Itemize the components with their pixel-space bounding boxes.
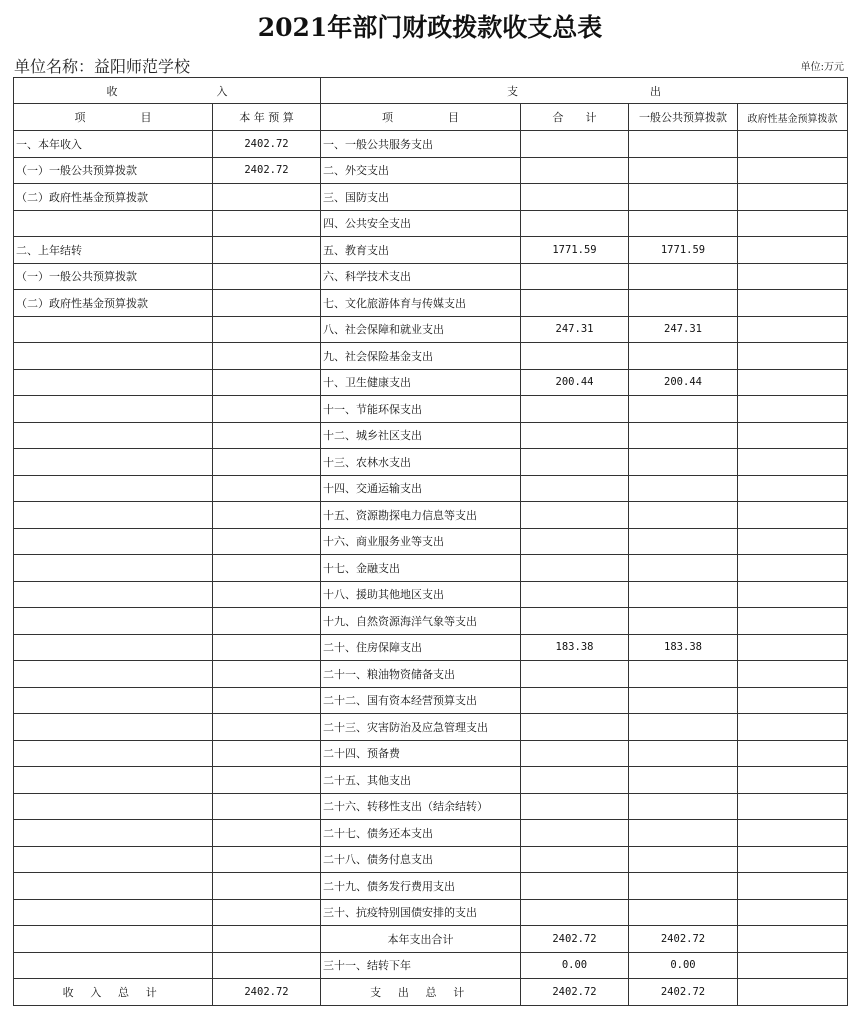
expense-general [629,290,738,317]
income-budget [213,952,321,979]
expense-item: 二十九、债务发行费用支出 [321,873,521,900]
expense-total [521,661,629,688]
expense-item: 九、社会保险基金支出 [321,343,521,370]
expense-item: 六、科学技术支出 [321,263,521,290]
income-item [14,661,213,688]
expense-general [629,661,738,688]
expense-fund [738,369,848,396]
expense-item: 本年支出合计 [321,926,521,953]
expense-total [521,714,629,741]
expense-total [521,210,629,237]
expense-general [629,528,738,555]
table-row [14,237,848,264]
header-row-group [14,78,848,104]
expense-total: 1771.59 [521,237,629,264]
income-budget [213,555,321,582]
expense-fund-header: 政府性基金预算拨款 [738,104,848,131]
expense-total [521,157,629,184]
income-item [14,846,213,873]
expense-fund [738,528,848,555]
income-item [14,926,213,953]
income-budget [213,820,321,847]
expense-total [521,740,629,767]
expense-item: 十七、金融支出 [321,555,521,582]
expense-total [521,846,629,873]
expense-fund [738,157,848,184]
table-row [14,793,848,820]
income-item [14,767,213,794]
expense-general [629,687,738,714]
expense-fund [738,634,848,661]
income-item [14,634,213,661]
expense-item: 十、卫生健康支出 [321,369,521,396]
table-row [14,396,848,423]
expense-general [629,396,738,423]
expense-fund [738,687,848,714]
income-budget [213,263,321,290]
table-row [14,290,848,317]
expense-general [629,422,738,449]
income-budget [213,475,321,502]
income-budget [213,846,321,873]
expense-total [521,767,629,794]
expense-general: 1771.59 [629,237,738,264]
income-budget-header: 本 年 预 算 [213,104,321,131]
expense-general [629,740,738,767]
income-total-value: 2402.72 [213,979,321,1006]
expense-total [521,899,629,926]
expense-general [629,475,738,502]
income-budget [213,290,321,317]
table-row [14,873,848,900]
expense-fund [738,237,848,264]
income-budget [213,714,321,741]
expense-general [629,714,738,741]
income-item [14,899,213,926]
table-row [14,661,848,688]
expense-total-header: 合 计 [521,104,629,131]
expense-item: 二十一、粮油物资储备支出 [321,661,521,688]
expense-general [629,210,738,237]
expense-total [521,687,629,714]
expense-fund [738,899,848,926]
income-item: 二、上年结转 [14,237,213,264]
expense-general [629,873,738,900]
expense-fund [738,184,848,211]
income-item [14,873,213,900]
income-budget [213,343,321,370]
expense-general [629,502,738,529]
expense-total: 2402.72 [521,926,629,953]
expense-item: 二十、住房保障支出 [321,634,521,661]
expense-fund [738,290,848,317]
table-row [14,899,848,926]
income-budget: 2402.72 [213,157,321,184]
expense-item: 二十七、债务还本支出 [321,820,521,847]
expense-fund [738,131,848,158]
expense-total [521,820,629,847]
expense-total [521,290,629,317]
expense-item: 三十一、结转下年 [321,952,521,979]
table-row [14,343,848,370]
income-item [14,740,213,767]
expense-total-value: 2402.72 [521,979,629,1006]
income-item: （一）一般公共预算拨款 [14,263,213,290]
table-row [14,316,848,343]
income-item [14,608,213,635]
expense-general [629,157,738,184]
expense-general: 2402.72 [629,926,738,953]
table-row [14,608,848,635]
income-item: 一、本年收入 [14,131,213,158]
expense-total [521,608,629,635]
expense-item: 十九、自然资源海洋气象等支出 [321,608,521,635]
expense-total [521,555,629,582]
expense-item: 三十、抗疫特别国债安排的支出 [321,899,521,926]
expense-fund [738,926,848,953]
income-budget [213,687,321,714]
income-total-label: 收 入 总 计 [14,979,213,1006]
income-item [14,502,213,529]
income-budget [213,634,321,661]
table-row [14,687,848,714]
expense-general [629,846,738,873]
expense-fund [738,210,848,237]
income-item [14,581,213,608]
income-budget [213,449,321,476]
expense-fund [738,846,848,873]
expense-general: 0.00 [629,952,738,979]
expense-fund [738,793,848,820]
income-item: （二）政府性基金预算拨款 [14,184,213,211]
income-item [14,210,213,237]
expense-total-label: 支 出 总 计 [321,979,521,1006]
table-row [14,475,848,502]
expense-general [629,767,738,794]
income-item: （一）一般公共预算拨款 [14,157,213,184]
table-row [14,581,848,608]
income-item [14,475,213,502]
expense-general [629,131,738,158]
table-row [14,263,848,290]
expense-general-total-value: 2402.72 [629,979,738,1006]
page-title: 2021年部门财政拨款收支总表 [257,13,603,42]
income-budget [213,581,321,608]
income-item [14,422,213,449]
expense-total [521,475,629,502]
income-budget [213,899,321,926]
expense-fund [738,316,848,343]
expense-total: 200.44 [521,369,629,396]
expense-total [521,263,629,290]
table-row [14,555,848,582]
expense-fund [738,502,848,529]
income-budget [213,608,321,635]
table-row [14,184,848,211]
income-budget [213,926,321,953]
expense-fund [738,767,848,794]
expense-general [629,263,738,290]
expense-total [521,873,629,900]
expense-item: 八、社会保障和就业支出 [321,316,521,343]
expense-fund [738,608,848,635]
expense-item: 二十五、其他支出 [321,767,521,794]
expense-general [629,343,738,370]
table-row [14,714,848,741]
expense-total [521,449,629,476]
expense-fund [738,581,848,608]
expense-fund [738,661,848,688]
income-item [14,952,213,979]
expense-fund [738,740,848,767]
expense-item: 二十三、灾害防治及应急管理支出 [321,714,521,741]
income-item [14,343,213,370]
expense-item: 十三、农林水支出 [321,449,521,476]
expense-total: 0.00 [521,952,629,979]
expense-fund [738,449,848,476]
expense-item: 十六、商业服务业等支出 [321,528,521,555]
expense-item: 五、教育支出 [321,237,521,264]
income-item [14,555,213,582]
expense-fund [738,952,848,979]
income-budget [213,873,321,900]
header-row-columns [14,104,848,131]
income-header: 收 入 [14,78,321,104]
income-item [14,449,213,476]
expense-item: 十四、交通运输支出 [321,475,521,502]
expense-general-header: 一般公共预算拨款 [629,104,738,131]
expense-fund [738,555,848,582]
expense-fund [738,714,848,741]
expense-general [629,449,738,476]
expense-item: 二、外交支出 [321,157,521,184]
expense-fund-total-value [738,979,848,1006]
income-budget [213,184,321,211]
income-item [14,820,213,847]
income-budget [213,396,321,423]
expense-item: 二十四、预备费 [321,740,521,767]
expense-general [629,581,738,608]
expense-item: 二十二、国有资本经营预算支出 [321,687,521,714]
expense-item: 四、公共安全支出 [321,210,521,237]
table-row [14,767,848,794]
table-row [14,634,848,661]
income-item [14,687,213,714]
totals-row [14,979,848,1006]
budget-table [13,77,848,1006]
table-row [14,422,848,449]
expense-fund [738,475,848,502]
income-item: （二）政府性基金预算拨款 [14,290,213,317]
table-row [14,952,848,979]
expense-total: 247.31 [521,316,629,343]
income-budget [213,740,321,767]
expense-item: 十五、资源勘探电力信息等支出 [321,502,521,529]
expense-item: 十二、城乡社区支出 [321,422,521,449]
expense-general: 247.31 [629,316,738,343]
expense-total [521,131,629,158]
expense-fund [738,873,848,900]
income-budget [213,210,321,237]
income-item-header: 项 目 [14,104,213,131]
expense-total [521,184,629,211]
income-budget [213,793,321,820]
currency-unit: 单位:万元 [800,62,844,73]
income-budget: 2402.72 [213,131,321,158]
expense-total: 183.38 [521,634,629,661]
expense-general [629,555,738,582]
income-budget [213,422,321,449]
expense-item: 二十八、债务付息支出 [321,846,521,873]
income-budget [213,661,321,688]
table-row [14,846,848,873]
table-row [14,449,848,476]
expense-fund [738,343,848,370]
expense-total [521,343,629,370]
expense-general [629,899,738,926]
table-row [14,926,848,953]
income-item [14,369,213,396]
expense-fund [738,396,848,423]
income-item [14,528,213,555]
expense-total [521,502,629,529]
table-row [14,740,848,767]
expense-fund [738,820,848,847]
expense-item: 一、一般公共服务支出 [321,131,521,158]
table-row [14,502,848,529]
expense-item: 十一、节能环保支出 [321,396,521,423]
expense-item: 三、国防支出 [321,184,521,211]
table-row [14,131,848,158]
expense-total [521,581,629,608]
expense-total [521,396,629,423]
expense-total [521,793,629,820]
expense-general: 183.38 [629,634,738,661]
table-row [14,157,848,184]
expense-general [629,793,738,820]
expense-total [521,528,629,555]
expense-item: 七、文化旅游体育与传媒支出 [321,290,521,317]
expense-item: 十八、援助其他地区支出 [321,581,521,608]
expense-fund [738,422,848,449]
table-row [14,369,848,396]
table-row [14,820,848,847]
expense-fund [738,263,848,290]
income-item [14,793,213,820]
income-item [14,316,213,343]
expense-item: 二十六、转移性支出（结余结转） [321,793,521,820]
income-budget [213,767,321,794]
income-budget [213,369,321,396]
expense-general [629,184,738,211]
income-budget [213,502,321,529]
income-budget [213,528,321,555]
table-row [14,528,848,555]
income-budget [213,316,321,343]
income-budget [213,237,321,264]
unit-name: 单位名称：益阳师范学校 [14,57,191,76]
expense-general [629,820,738,847]
income-item [14,714,213,741]
expense-total [521,422,629,449]
expense-header: 支 出 [321,78,848,104]
expense-general [629,608,738,635]
table-row [14,210,848,237]
expense-general: 200.44 [629,369,738,396]
income-item [14,396,213,423]
expense-item-header: 项 目 [321,104,521,131]
